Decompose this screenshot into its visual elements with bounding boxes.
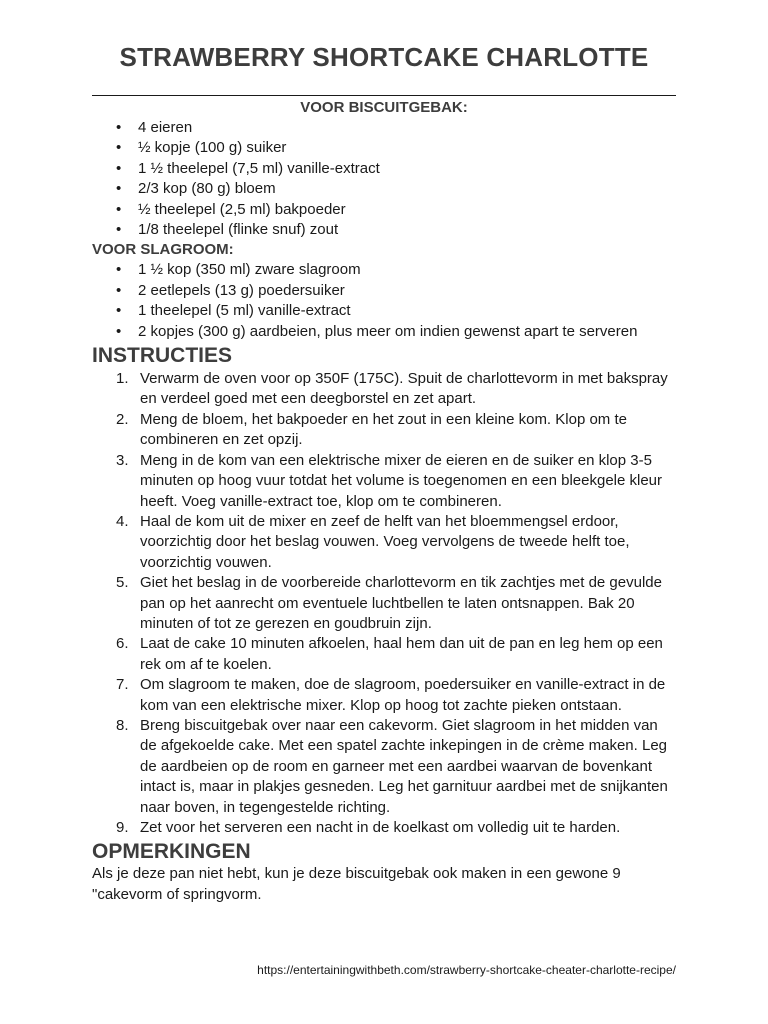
step-text: Laat de cake 10 minuten afkoelen, haal hem dan uit de pan en leg hem op een rek om af te koelen. xyxy=(140,635,663,673)
notes-text: Als je deze pan niet hebt, kun je deze biscuitgebak ook maken in een gewone 9 "cakevorm of springvorm. xyxy=(92,865,621,903)
step-number: 6. xyxy=(116,635,129,653)
list-item: • 1/8 theelepel (flinke snuf) zout xyxy=(92,220,676,240)
cream-heading: VOOR SLAGROOM: xyxy=(92,241,234,259)
step-text: Breng biscuitgebak over naar een cakevorm. Giet slagroom in het midden van de afgekoelde cake. Met een spatel zachte inkepingen in de crème maken. Leg de aardbeien op de room en garneer met een aardbei waarvan de bovenkant intact is, maar in plakjes gesneden. Leg het garnituur aardbei met de snijkanten naar boven, in tegengestelde richting. xyxy=(140,716,668,816)
step-text: Verwarm de oven voor op 350F (175C). Spuit de charlottevorm in met bakspray en verdeel goed met een deegborstel en zet apart. xyxy=(140,370,668,408)
step-text: Om slagroom te maken, doe de slagroom, poedersuiker en vanille-extract in de kom van een elektrische mixer. Klop op hoog tot zachte pieken ontstaan. xyxy=(140,676,666,714)
instruction-step xyxy=(92,675,676,716)
step-number: 3. xyxy=(116,451,129,469)
step-number: 2. xyxy=(116,410,129,428)
instruction-step xyxy=(92,512,676,573)
instruction-step xyxy=(92,451,676,512)
cream-ingredient-list xyxy=(92,260,676,342)
step-number: 7. xyxy=(116,676,129,694)
page-title: STRAWBERRY SHORTCAKE CHARLOTTE xyxy=(119,42,649,72)
source-url[interactable]: https://entertainingwithbeth.com/strawberry-shortcake-cheater-charlotte-recipe/ xyxy=(257,963,676,977)
step-text: Meng in de kom van een elektrische mixer de eieren en de suiker en klop 3-5 minuten op hoog vuur totdat het volume is toegenomen en een bleekgele kleur heeft. Voeg vanille-extract toe, klop om te combineren. xyxy=(140,451,663,510)
recipe-content xyxy=(92,98,676,905)
step-text: Meng de bloem, het bakpoeder en het zout in een kleine kom. Klop om te combineren en zet opzij. xyxy=(140,410,627,449)
list-item: • 1 ½ theelepel (7,5 ml) vanille-extract xyxy=(92,159,676,179)
title-divider xyxy=(92,95,676,96)
biscuit-heading: VOOR BISCUITGEBAK: xyxy=(300,99,468,116)
list-item: • 2 eetlepels (13 g) poedersuiker xyxy=(92,281,676,301)
instructions-heading: INSTRUCTIES xyxy=(92,344,233,368)
instruction-step xyxy=(92,410,676,451)
step-text: Zet voor het serveren een nacht in de koelkast om volledig uit te harden. xyxy=(140,819,621,836)
instructions-list xyxy=(92,369,676,838)
notes-heading: OPMERKINGEN xyxy=(92,840,251,864)
list-item: • 2/3 kop (80 g) bloem xyxy=(92,179,676,199)
list-item: • ½ kopje (100 g) suiker xyxy=(92,138,676,158)
instruction-step xyxy=(92,818,676,838)
step-number: 4. xyxy=(116,512,129,530)
step-number: 8. xyxy=(116,716,129,734)
list-item: • 2 kopjes (300 g) aardbeien, plus meer om indien gewenst apart te serveren xyxy=(92,322,676,342)
step-number: 9. xyxy=(116,819,129,836)
list-item: • 1 ½ kop (350 ml) zware slagroom xyxy=(92,260,676,280)
step-number: 1. xyxy=(116,370,129,388)
step-number: 5. xyxy=(116,574,129,592)
instruction-step xyxy=(92,716,676,818)
instruction-step xyxy=(92,369,676,410)
instruction-step xyxy=(92,634,676,675)
instruction-step xyxy=(92,573,676,634)
list-item: • 4 eieren xyxy=(92,118,676,138)
list-item: • 1 theelepel (5 ml) vanille-extract xyxy=(92,301,676,321)
step-text: Haal de kom uit de mixer en zeef de helft van het bloemmengsel erdoor, voorzichtig door het beslag vouwen. Voeg vervolgens de tweede helft toe, voorzichtig vouwen. xyxy=(140,512,630,571)
list-item: • ½ theelepel (2,5 ml) bakpoeder xyxy=(92,200,676,220)
step-text: Giet het beslag in de voorbereide charlottevorm en tik zachtjes met de gevulde pan op het aanrecht om eventuele luchtbellen te laten ontsnappen. Bak 20 minuten of tot ze gerezen en goudbruin zijn. xyxy=(140,574,662,632)
biscuit-ingredient-list xyxy=(92,118,676,240)
